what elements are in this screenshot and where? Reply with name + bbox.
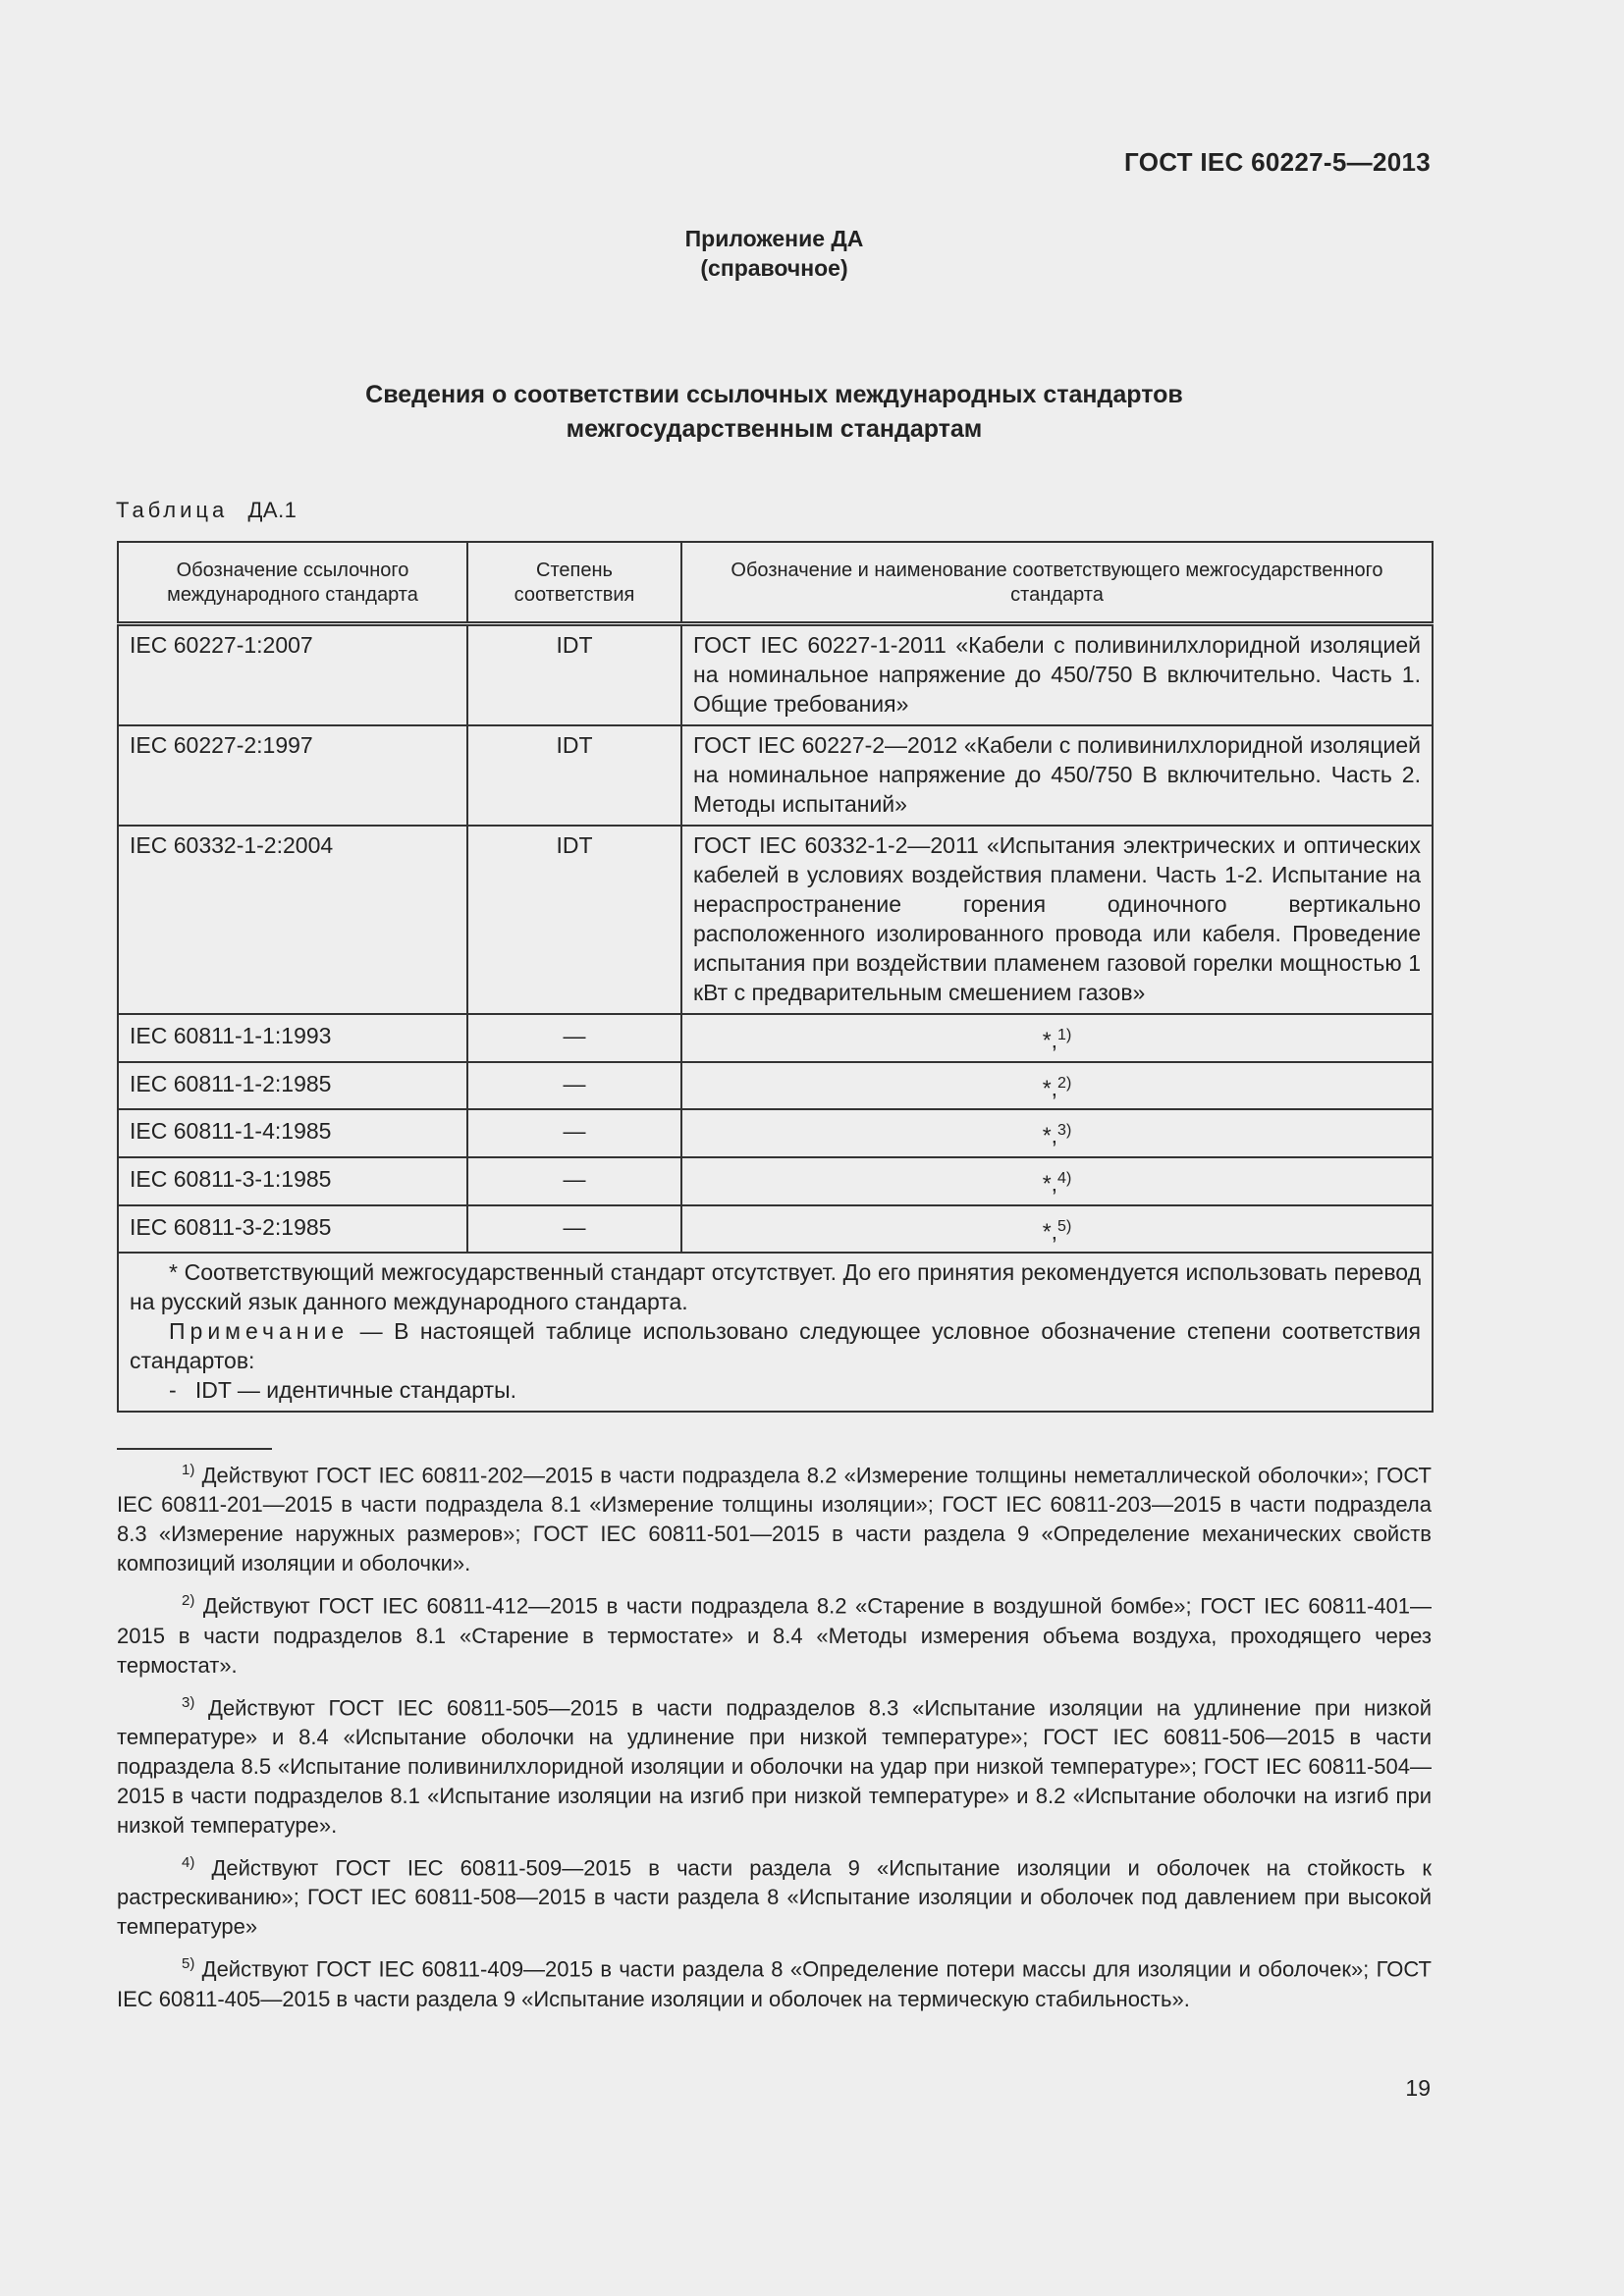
footnote-text: Действуют ГОСТ IEC 60811-412—2015 в части подраздела 8.2 «Старение в воздушной бомбе»; ГОСТ IEC 60811-401—2015 в части подразделов 8.1 «Старение в термостате» и 8.4 «Методы измерения объема воздуха, проходящего через термостат». — [117, 1593, 1432, 1678]
table-note — [130, 1316, 1421, 1375]
table-row — [118, 1205, 1433, 1254]
footnote-ref: 4) — [1057, 1169, 1072, 1187]
table-footer-row — [118, 1253, 1433, 1412]
national-standard-cell: ГОСТ IEC 60332-1-2—2011 «Испытания электрических и оптических кабелей в условиях воздействия пламени. Часть 1-2. Испытание на нераспространение горения одиночного вертикально расположенного изолированного провода или кабеля. Проведение испытания при воздействии пламенем газовой горелки мощностью 1 кВт с предварительным смешением газов» — [681, 826, 1433, 1014]
note-bullet — [130, 1375, 1421, 1405]
footnote-mark: 5) — [182, 1955, 195, 1973]
footnote-separator — [117, 1448, 272, 1450]
note-label: Примечание — [169, 1318, 350, 1345]
degree-cell: — — [467, 1157, 681, 1205]
page-number: 19 — [1405, 2075, 1431, 2101]
footnote-mark: 2) — [182, 1592, 195, 1610]
footnote — [117, 1848, 1432, 1942]
national-standard-cell: ГОСТ IEC 60227-1-2011 «Кабели с поливинилхлоридной изоляцией на номинальное напряжение до 450/750 В включительно. Часть 1. Общие требования» — [681, 624, 1433, 726]
star-note: * Соответствующий межгосударственный стандарт отсутствует. До его принятия рекомендуется использовать перевод на русский язык данного международного стандарта. — [130, 1259, 1421, 1315]
standard-code-header: ГОСТ IEC 60227-5—2013 — [1124, 147, 1431, 177]
degree-cell: — — [467, 1205, 681, 1254]
annex-subtitle: (справочное) — [700, 255, 848, 281]
footnote-ref: 3) — [1057, 1122, 1072, 1140]
footnote-mark: 3) — [182, 1693, 195, 1711]
footnote — [117, 1688, 1432, 1841]
annex-title: Приложение ДА — [684, 226, 864, 251]
table-row — [118, 1109, 1433, 1157]
intl-standard-cell: IEC 60811-3-1:1985 — [118, 1157, 467, 1205]
table-row — [118, 1014, 1433, 1062]
degree-cell: IDT — [467, 725, 681, 826]
footnote-ref: 2) — [1057, 1074, 1072, 1092]
table-header-row — [118, 542, 1433, 624]
missing-standard-mark: *, — [1042, 1122, 1058, 1148]
footnote — [117, 1949, 1432, 2013]
table-row — [118, 725, 1433, 826]
national-standard-cell — [681, 1062, 1433, 1110]
header-degree: Степень соответствия — [467, 542, 681, 624]
title-line-1: Сведения о соответствии ссылочных международных стандартов — [365, 381, 1183, 408]
intl-standard-cell: IEC 60811-1-4:1985 — [118, 1109, 467, 1157]
footnote-mark: 1) — [182, 1462, 195, 1478]
table-row — [118, 624, 1433, 726]
intl-standard-cell: IEC 60227-1:2007 — [118, 624, 467, 726]
national-standard-cell — [681, 1109, 1433, 1157]
document-title — [0, 378, 1548, 447]
table-caption-word: Таблица — [116, 498, 229, 522]
national-standard-cell — [681, 1014, 1433, 1062]
table-caption — [116, 498, 297, 523]
table-row — [118, 826, 1433, 1014]
missing-standard-mark: *, — [1042, 1075, 1058, 1101]
national-standard-cell: ГОСТ IEC 60227-2—2012 «Кабели с поливинилхлоридной изоляцией на номинальное напряжение до 450/750 В включительно. Часть 2. Методы испытаний» — [681, 725, 1433, 826]
table-row — [118, 1157, 1433, 1205]
missing-standard-mark: *, — [1042, 1170, 1058, 1197]
header-national-standard: Обозначение и наименование соответствующего межгосударственного стандарта — [681, 542, 1433, 624]
footnote-ref: 1) — [1057, 1027, 1072, 1043]
footnotes — [117, 1456, 1432, 2022]
annex-heading — [0, 224, 1548, 283]
footnote-text: Действуют ГОСТ IEC 60811-505—2015 в части подразделов 8.3 «Испытание изоляции на удлинение при низкой температуре» и 8.4 «Испытание оболочки на удлинение при низкой температуре»; ГОСТ IEC 60811-506—2015 в части подраздела 8.5 «Испытание поливинилхлоридной изоляции и оболочки на удар при низкой температуре»; ГОСТ IEC 60811-504—2015 в части подразделов 8.1 «Испытание изоляции на изгиб при низкой температуре» и 8.2 «Испытание оболочки на изгиб при низкой температуре». — [117, 1694, 1432, 1838]
intl-standard-cell: IEC 60227-2:1997 — [118, 725, 467, 826]
degree-cell: — — [467, 1014, 681, 1062]
correspondence-table — [117, 541, 1434, 1413]
intl-standard-cell: IEC 60811-1-1:1993 — [118, 1014, 467, 1062]
national-standard-cell — [681, 1205, 1433, 1254]
footnote-text: Действуют ГОСТ IEC 60811-509—2015 в части раздела 9 «Испытание изоляции и оболочек на стойкость к растрескиванию»; ГОСТ IEC 60811-508—2015 в части раздела 8 «Испытание изоляции и оболочек под давлением при высокой температуре» — [117, 1855, 1432, 1940]
table-footer-cell — [118, 1253, 1433, 1412]
intl-standard-cell: IEC 60811-1-2:1985 — [118, 1062, 467, 1110]
missing-standard-mark: *, — [1042, 1218, 1058, 1245]
intl-standard-cell: IEC 60332-1-2:2004 — [118, 826, 467, 1014]
footnote-ref: 5) — [1057, 1217, 1072, 1235]
degree-cell: — — [467, 1109, 681, 1157]
national-standard-cell — [681, 1157, 1433, 1205]
title-line-2: межгосударственным стандартам — [566, 415, 983, 443]
footnote-text: Действуют ГОСТ IEC 60811-202—2015 в части подраздела 8.2 «Измерение толщины неметаллической оболочки»; ГОСТ IEC 60811-201—2015 в части подраздела 8.1 «Измерение толщины изоляции»; ГОСТ IEC 60811-203—2015 в части подраздела 8.3 «Измерение наружных размеров»; ГОСТ IEC 60811-501—2015 в части раздела 9 «Определение механических свойств композиций изоляции и оболочки». — [117, 1463, 1432, 1576]
footnote — [117, 1586, 1432, 1680]
note-bullet-text: - IDT — идентичные стандарты. — [169, 1377, 517, 1404]
intl-standard-cell: IEC 60811-3-2:1985 — [118, 1205, 467, 1254]
footnote-mark: 4) — [182, 1853, 195, 1871]
footnote — [117, 1456, 1432, 1578]
degree-cell: IDT — [467, 826, 681, 1014]
footnote-text: Действуют ГОСТ IEC 60811-409—2015 в части раздела 8 «Определение потери массы для изоляции и оболочек»; ГОСТ IEC 60811-405—2015 в части раздела 9 «Испытание изоляции и оболочек на термическую стабильность». — [117, 1956, 1432, 2011]
missing-standard-mark: *, — [1042, 1027, 1058, 1053]
header-intl-standard: Обозначение ссылочного международного стандарта — [118, 542, 467, 624]
degree-cell: IDT — [467, 624, 681, 726]
note-text: — В настоящей таблице использовано следующее условное обозначение степени соответствия стандартов: — [130, 1318, 1421, 1374]
table-row — [118, 1062, 1433, 1110]
degree-cell: — — [467, 1062, 681, 1110]
table-caption-number: ДА.1 — [247, 498, 298, 522]
